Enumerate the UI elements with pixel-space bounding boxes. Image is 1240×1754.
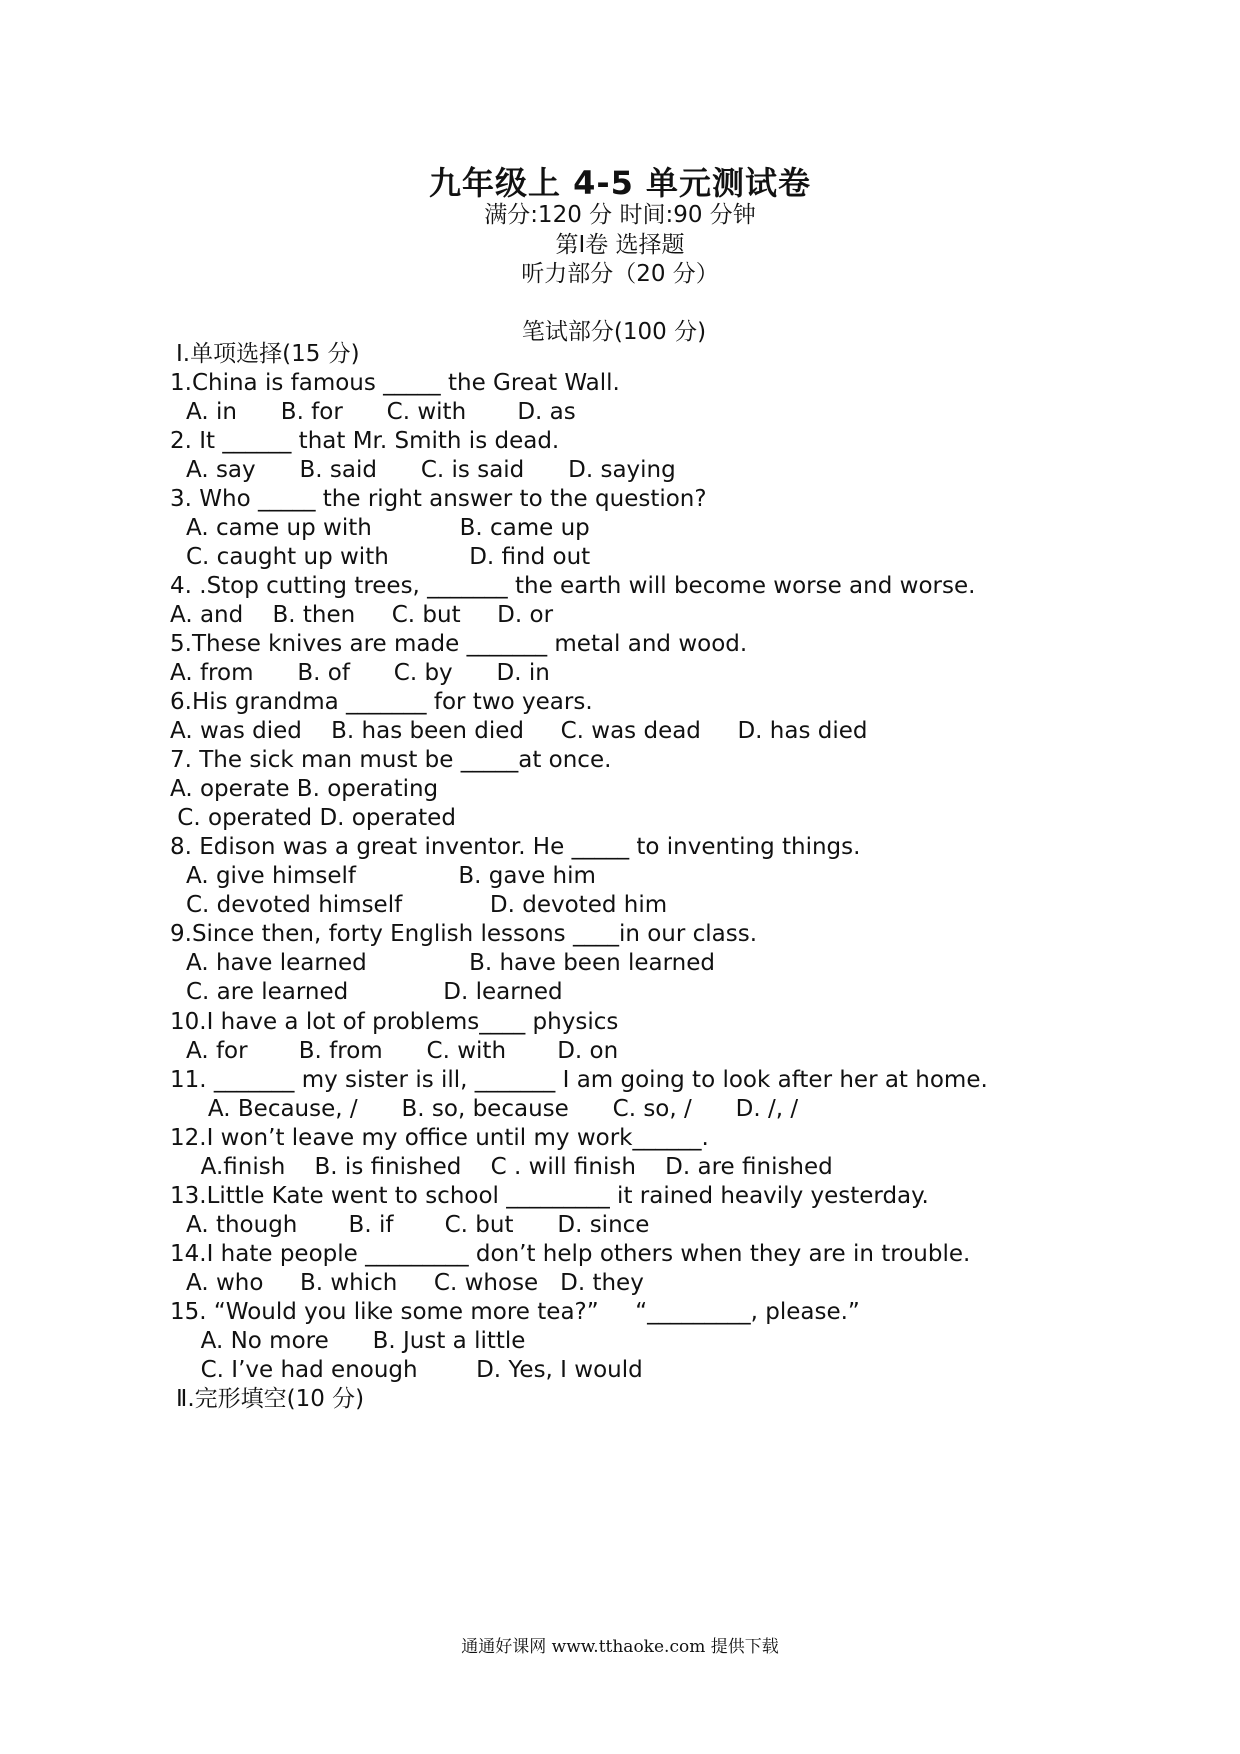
footer-source: 通通好课网 www.tthaoke.com 提供下载: [461, 1637, 779, 1657]
answer-options: A. Because, / B. so, because C. so, / D. /, /: [186, 1096, 799, 1122]
answer-options: A. who B. which C. whose D. they: [186, 1270, 644, 1296]
answer-options: A. for B. from C. with D. on: [186, 1038, 619, 1064]
volume-heading: 第Ⅰ卷 选择题: [555, 232, 685, 258]
answer-options: A. and B. then C. but D. or: [170, 602, 554, 628]
question-text: 5.These knives are made _______ metal and wood.: [170, 631, 748, 657]
question-text: 3. Who _____ the right answer to the question?: [170, 486, 707, 512]
score-time: 满分:120 分 时间:90 分钟: [484, 202, 756, 228]
question-text: 1.China is famous _____ the Great Wall.: [170, 370, 620, 396]
question-text: 6.His grandma _______ for two years.: [170, 689, 593, 715]
question-text: 4. .Stop cutting trees, _______ the earth will become worse and worse.: [170, 573, 976, 599]
written-heading: 笔试部分(100 分): [521, 319, 707, 345]
answer-options: C. operated D. operated: [170, 805, 456, 831]
page-title: 九年级上 4-5 单元测试卷: [428, 164, 812, 202]
answer-options: A. was died B. has been died C. was dead D. has died: [170, 718, 868, 744]
listening-heading: 听力部分（20 分）: [521, 261, 719, 287]
answer-options: A. give himself B. gave him: [186, 863, 596, 889]
question-text: 7. The sick man must be _____at once.: [170, 747, 612, 773]
question-text: 13.Little Kate went to school _________ it rained heavily yesterday.: [170, 1183, 929, 1209]
question-text: 14.I hate people _________ don’t help others when they are in trouble.: [170, 1241, 971, 1267]
answer-options: A. have learned B. have been learned: [186, 950, 716, 976]
answer-options: C. I’ve had enough D. Yes, I would: [186, 1357, 643, 1383]
answer-options: A. No more B. Just a little: [186, 1328, 526, 1354]
answer-options: A. operate B. operating: [170, 776, 439, 802]
section-heading-2: Ⅱ.完形填空(10 分): [176, 1386, 365, 1412]
question-text: 9.Since then, forty English lessons ____in our class.: [170, 921, 758, 947]
question-text: 11. _______ my sister is ill, _______ I am going to look after her at home.: [170, 1067, 988, 1093]
question-text: 15. “Would you like some more tea?” “_________, please.”: [170, 1299, 860, 1325]
answer-options: C. devoted himself D. devoted him: [186, 892, 668, 918]
answer-options: A. came up with B. came up: [186, 515, 590, 541]
question-text: 8. Edison was a great inventor. He _____ to inventing things.: [170, 834, 861, 860]
answer-options: A. in B. for C. with D. as: [186, 399, 576, 425]
question-text: 12.I won’t leave my office until my work______.: [170, 1125, 709, 1151]
question-text: 2. It ______ that Mr. Smith is dead.: [170, 428, 560, 454]
answer-options: A. though B. if C. but D. since: [186, 1212, 650, 1238]
answer-options: C. are learned D. learned: [186, 979, 563, 1005]
question-text: 10.I have a lot of problems____ physics: [170, 1009, 619, 1035]
section-heading-1: Ⅰ.单项选择(15 分): [176, 341, 360, 367]
answer-options: A. say B. said C. is said D. saying: [186, 457, 676, 483]
answer-options: A.finish B. is finished C . will finish D. are finished: [186, 1154, 833, 1180]
answer-options: A. from B. of C. by D. in: [170, 660, 550, 686]
answer-options: C. caught up with D. find out: [186, 544, 591, 570]
